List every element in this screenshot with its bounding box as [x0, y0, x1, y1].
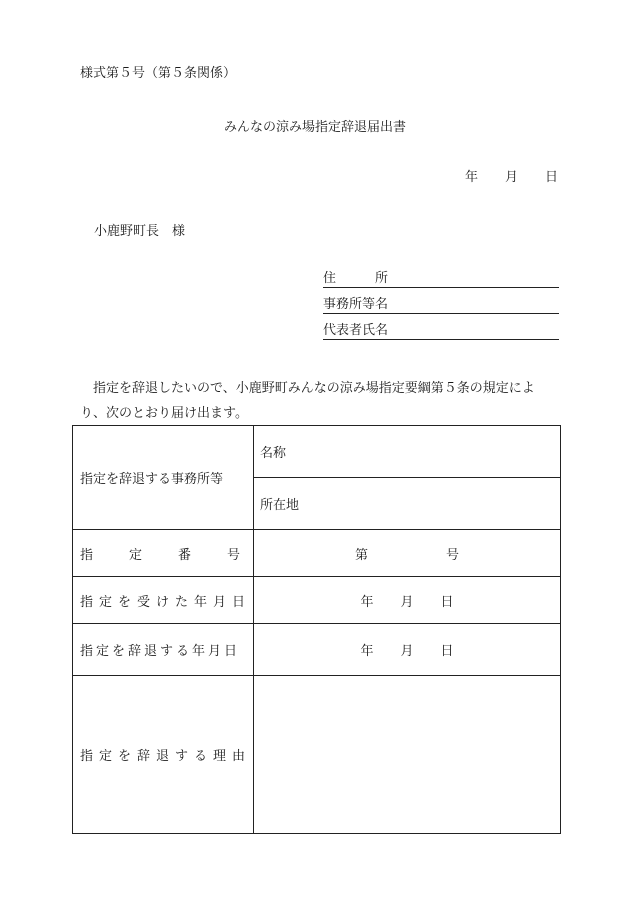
withdrawal-date-cell[interactable]: 年 月 日	[254, 624, 561, 676]
designated-date-label-cell: 指定を受けた年月日	[73, 577, 254, 624]
withdrawal-date-label-cell: 指定を辞退する年月日	[73, 624, 254, 676]
office-name-field[interactable]	[323, 297, 559, 314]
statement-text: 指定を辞退したいので、小鹿野町みんなの涼み場指定要綱第５条の規定によ り、次のとおり届け出ます。	[80, 381, 535, 421]
office-name-cell[interactable]	[254, 426, 561, 478]
location-label: 所在地	[260, 498, 300, 513]
representative-field[interactable]	[323, 323, 559, 340]
reason-cell[interactable]	[254, 676, 561, 834]
representative-label: 代表者氏名	[323, 323, 389, 338]
recipient: 小鹿野町長 様	[94, 224, 186, 239]
office-label-cell: 指定を辞退する事務所等	[73, 426, 254, 530]
reason-label-cell: 指定を辞退する理由	[73, 676, 254, 834]
date-day-label: 日	[544, 170, 558, 185]
date-month-label: 月	[504, 170, 518, 185]
form-number: 様式第５号（第５条関係）	[80, 66, 237, 81]
address-label: 住 所	[323, 271, 389, 286]
number-suffix: 号	[446, 547, 460, 563]
document-title: みんなの涼み場指定辞退届出書	[223, 120, 406, 135]
office-name-label: 事務所等名	[323, 297, 389, 312]
number-prefix: 第	[354, 547, 368, 563]
withdrawal-table	[72, 425, 561, 834]
designation-number-cell[interactable]	[254, 530, 561, 577]
submission-date	[465, 166, 558, 185]
designated-date-cell[interactable]: 年 月 日	[254, 577, 561, 624]
office-location-cell[interactable]	[254, 478, 561, 530]
date-year-label: 年	[464, 170, 478, 185]
address-field[interactable]	[323, 271, 559, 288]
name-label: 名称	[260, 446, 287, 461]
designation-number-label-cell: 指 定 番 号	[73, 530, 254, 577]
